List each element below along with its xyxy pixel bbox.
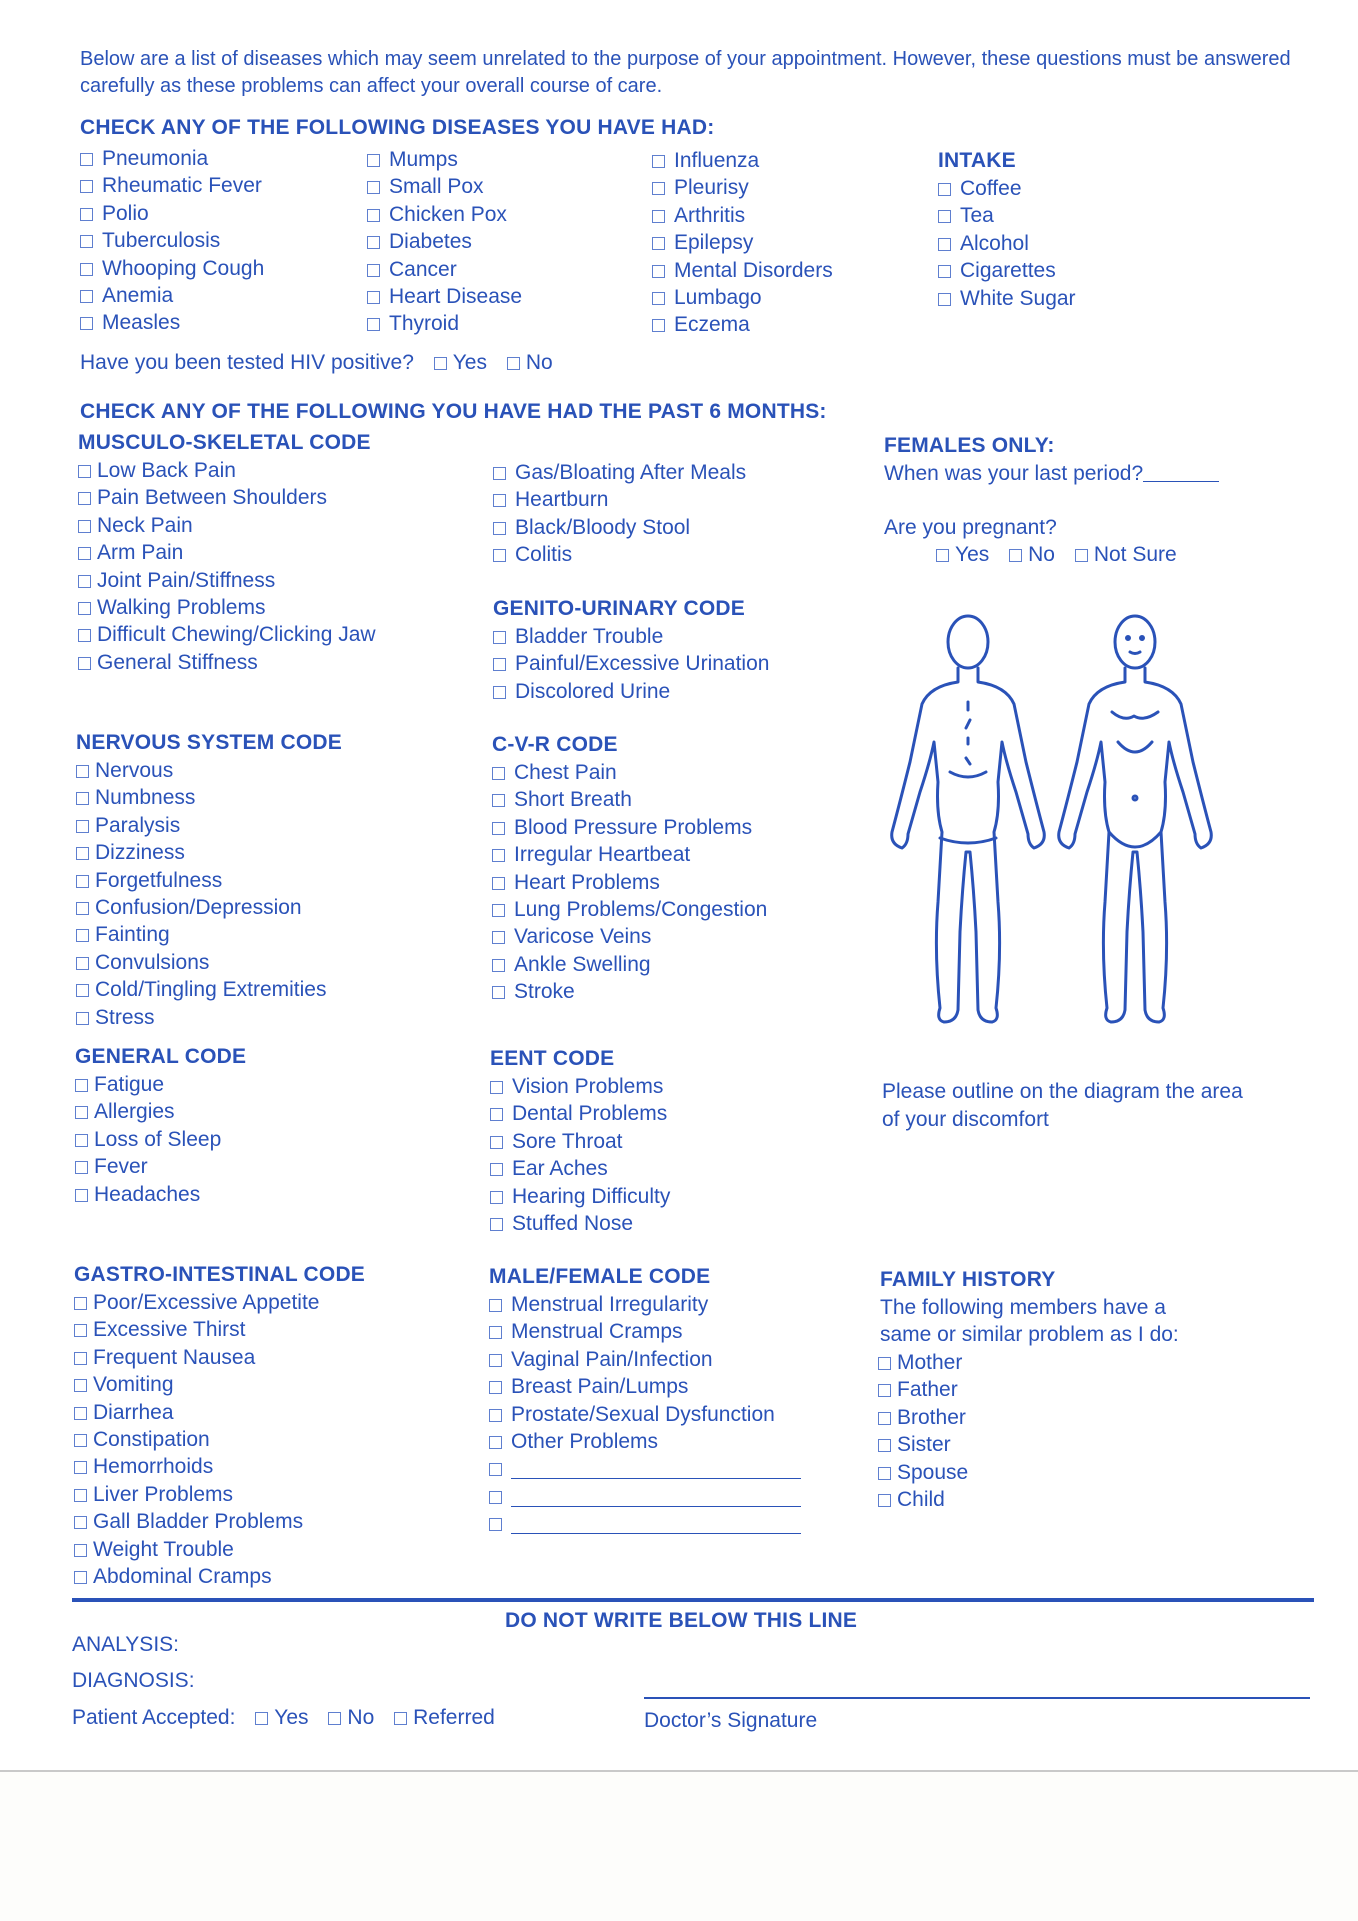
list-item[interactable]: Numbness [76, 784, 326, 811]
checkbox[interactable] [938, 210, 951, 223]
checkbox[interactable] [78, 547, 91, 560]
checkbox[interactable] [80, 263, 93, 276]
list-item[interactable]: White Sugar [938, 285, 1076, 312]
accepted-no-option[interactable]: No [328, 1706, 374, 1729]
checkbox[interactable] [74, 1434, 87, 1447]
list-item[interactable]: Stress [76, 1004, 326, 1031]
checkbox[interactable] [76, 929, 89, 942]
list-item[interactable]: Joint Pain/Stiffness [78, 567, 376, 594]
gastrointestinal-heading: GASTRO-INTESTINAL CODE [74, 1263, 366, 1286]
list-item[interactable]: Blood Pressure Problems [492, 814, 767, 841]
list-item[interactable]: General Stiffness [78, 649, 376, 676]
checkbox[interactable] [938, 265, 951, 278]
hiv-question-row: Have you been tested HIV positive? Yes No [80, 351, 553, 374]
checkbox[interactable] [490, 1218, 503, 1231]
list-item[interactable]: Cancer [367, 256, 522, 283]
checkbox[interactable] [434, 357, 447, 370]
checkbox[interactable] [78, 520, 91, 533]
diagram-instruction: Please outline on the diagram the area of your discomfort [882, 1080, 1243, 1131]
pregnant-question: Are you pregnant? [884, 516, 1057, 539]
diseases-col2 [367, 146, 522, 338]
divider-line [72, 1598, 1314, 1602]
list-item[interactable]: Whooping Cough [80, 255, 264, 282]
list-item[interactable]: Black/Bloody Stool [493, 514, 746, 541]
checkbox[interactable] [493, 631, 506, 644]
list-item[interactable]: Pain Between Shoulders [78, 484, 376, 511]
checkbox[interactable] [328, 1712, 341, 1725]
do-not-write-notice: DO NOT WRITE BELOW THIS LINE [505, 1609, 858, 1632]
list-item[interactable]: Ankle Swelling [492, 951, 767, 978]
checkbox[interactable] [74, 1379, 87, 1392]
checkbox[interactable] [75, 1161, 88, 1174]
patient-accepted-row: Patient Accepted: Yes No Referred [72, 1706, 495, 1729]
list-item[interactable]: Chest Pain [492, 759, 767, 786]
checkbox[interactable] [878, 1384, 891, 1397]
checkbox[interactable] [492, 986, 505, 999]
family-desc-line2: same or similar problem as I do: [880, 1323, 1179, 1346]
list-item[interactable]: Low Back Pain [78, 457, 376, 484]
checkbox[interactable] [76, 765, 89, 778]
checkbox[interactable] [367, 318, 380, 331]
other-problem-blank[interactable] [489, 1483, 801, 1510]
list-item[interactable]: Lumbago [652, 284, 833, 311]
checkbox[interactable] [75, 1189, 88, 1202]
list-item[interactable]: Rheumatic Fever [80, 172, 264, 199]
other-problem-input[interactable] [511, 1515, 801, 1534]
list-item[interactable]: Varicose Veins [492, 923, 767, 950]
diseases-heading: CHECK ANY OF THE FOLLOWING DISEASES YOU HAVE HAD: [80, 116, 715, 139]
list-item[interactable]: Stuffed Nose [490, 1210, 670, 1237]
checkbox[interactable] [936, 549, 949, 562]
list-item[interactable]: Breast Pain/Lumps [489, 1373, 801, 1400]
list-item[interactable]: Excessive Thirst [74, 1316, 319, 1343]
gastrointestinal-list [74, 1289, 319, 1590]
malefemale-list [489, 1291, 801, 1538]
accepted-yes-option[interactable]: Yes [255, 1706, 308, 1729]
list-item[interactable]: Neck Pain [78, 512, 376, 539]
checkbox[interactable] [493, 658, 506, 671]
checkbox[interactable] [78, 602, 91, 615]
list-item[interactable]: Menstrual Cramps [489, 1318, 801, 1345]
checkbox[interactable] [76, 957, 89, 970]
checkbox[interactable] [74, 1489, 87, 1502]
checkbox[interactable] [489, 1299, 502, 1312]
list-item[interactable]: Other Problems [489, 1428, 801, 1455]
list-item[interactable]: Alcohol [938, 230, 1076, 257]
list-item[interactable]: Heart Problems [492, 869, 767, 896]
list-item[interactable]: Brother [878, 1404, 968, 1431]
checkbox[interactable] [489, 1381, 502, 1394]
list-item[interactable]: Tuberculosis [80, 227, 264, 254]
checkbox[interactable] [394, 1712, 407, 1725]
checkbox[interactable] [490, 1136, 503, 1149]
checkbox[interactable] [492, 931, 505, 944]
list-item[interactable]: Thyroid [367, 310, 522, 337]
checkbox[interactable] [507, 357, 520, 370]
checkbox[interactable] [80, 180, 93, 193]
diseases-col1 [80, 145, 264, 337]
pregnant-options [936, 543, 1177, 567]
list-item[interactable]: Diabetes [367, 228, 522, 255]
list-item[interactable]: Vision Problems [490, 1073, 670, 1100]
list-item[interactable]: Headaches [75, 1181, 221, 1208]
checkbox[interactable] [652, 237, 665, 250]
checkbox[interactable] [652, 319, 665, 332]
checkbox[interactable] [367, 291, 380, 304]
period-question: When was your last period? [884, 462, 1219, 486]
diagnosis-label: DIAGNOSIS: [72, 1669, 195, 1692]
checkbox[interactable] [492, 767, 505, 780]
list-item[interactable]: Vaginal Pain/Infection [489, 1346, 801, 1373]
checkbox[interactable] [652, 155, 665, 168]
checkbox[interactable] [492, 822, 505, 835]
checkbox[interactable] [492, 794, 505, 807]
list-item[interactable]: Spouse [878, 1459, 968, 1486]
list-item[interactable]: Gas/Bloating After Meals [493, 459, 746, 486]
list-item[interactable]: Gall Bladder Problems [74, 1508, 319, 1535]
list-item[interactable]: Lung Problems/Congestion [492, 896, 767, 923]
list-item[interactable]: Liver Problems [74, 1481, 319, 1508]
musculo-heading: MUSCULO-SKELETAL CODE [78, 431, 371, 454]
checkbox[interactable] [74, 1297, 87, 1310]
hiv-yes-option[interactable]: Yes [434, 351, 487, 374]
checkbox[interactable] [490, 1163, 503, 1176]
list-item[interactable]: Cold/Tingling Extremities [76, 976, 326, 1003]
checkbox[interactable] [74, 1352, 87, 1365]
checkbox[interactable] [878, 1439, 891, 1452]
list-item[interactable]: Epilepsy [652, 229, 833, 256]
checkbox[interactable] [76, 792, 89, 805]
eent-heading: EENT CODE [490, 1047, 615, 1070]
checkbox[interactable] [76, 984, 89, 997]
checkbox[interactable] [652, 265, 665, 278]
checkbox[interactable] [76, 820, 89, 833]
checkbox[interactable] [489, 1354, 502, 1367]
list-item[interactable]: Prostate/Sexual Dysfunction [489, 1401, 801, 1428]
checkbox[interactable] [878, 1412, 891, 1425]
pregnant-yes-option[interactable]: Yes [936, 543, 989, 566]
list-item[interactable]: Hearing Difficulty [490, 1183, 670, 1210]
body-diagram[interactable] [880, 612, 1240, 1032]
list-item[interactable]: Fatigue [75, 1071, 221, 1098]
list-item[interactable]: Arthritis [652, 202, 833, 229]
list-item[interactable]: Stroke [492, 978, 767, 1005]
checkbox[interactable] [75, 1134, 88, 1147]
accepted-referred-option[interactable]: Referred [394, 1706, 495, 1729]
pregnant-no-option[interactable]: No [1009, 543, 1055, 566]
list-item[interactable]: Sister [878, 1431, 968, 1458]
list-item[interactable]: Weight Trouble [74, 1536, 319, 1563]
family-list [878, 1349, 968, 1513]
list-item[interactable]: Dental Problems [490, 1100, 670, 1127]
nervous-heading: NERVOUS SYSTEM CODE [76, 731, 342, 754]
list-item[interactable]: Bladder Trouble [493, 623, 769, 650]
list-item[interactable]: Fainting [76, 921, 326, 948]
list-item[interactable]: Irregular Heartbeat [492, 841, 767, 868]
checkbox[interactable] [74, 1516, 87, 1529]
list-item[interactable]: Forgetfulness [76, 867, 326, 894]
musculo-list [78, 457, 376, 676]
checkbox[interactable] [1075, 549, 1088, 562]
list-item[interactable]: Fever [75, 1153, 221, 1180]
checkbox[interactable] [76, 1012, 89, 1025]
checkbox[interactable] [78, 575, 91, 588]
checkbox[interactable] [74, 1461, 87, 1474]
list-item[interactable]: Tea [938, 202, 1076, 229]
front-figure [1059, 616, 1212, 1022]
checkbox[interactable] [493, 494, 506, 507]
checkbox[interactable] [938, 238, 951, 251]
checkbox[interactable] [652, 292, 665, 305]
other-problem-input[interactable] [511, 1460, 801, 1479]
checkbox[interactable] [489, 1436, 502, 1449]
checkbox[interactable] [878, 1467, 891, 1480]
checkbox[interactable] [367, 264, 380, 277]
period-input[interactable] [1143, 463, 1219, 482]
list-item[interactable]: Discolored Urine [493, 678, 769, 705]
checkbox[interactable] [492, 877, 505, 890]
checkbox[interactable] [78, 465, 91, 478]
intake-list [938, 175, 1076, 312]
nervous-list [76, 757, 326, 1031]
list-item[interactable]: Frequent Nausea [74, 1344, 319, 1371]
past6-heading: CHECK ANY OF THE FOLLOWING YOU HAVE HAD THE PAST 6 MONTHS: [80, 400, 827, 423]
list-item[interactable]: Father [878, 1376, 968, 1403]
checkbox[interactable] [74, 1571, 87, 1584]
list-item[interactable]: Abdominal Cramps [74, 1563, 319, 1590]
checkbox[interactable] [938, 293, 951, 306]
list-item[interactable]: Influenza [652, 147, 833, 174]
checkbox[interactable] [1009, 549, 1022, 562]
checkbox[interactable] [492, 959, 505, 972]
list-item[interactable]: Painful/Excessive Urination [493, 650, 769, 677]
checkbox[interactable] [490, 1081, 503, 1094]
list-item[interactable]: Colitis [493, 541, 746, 568]
checkbox[interactable] [493, 686, 506, 699]
list-item[interactable]: Poor/Excessive Appetite [74, 1289, 319, 1316]
list-item[interactable]: Measles [80, 309, 264, 336]
family-desc-line1: The following members have a [880, 1296, 1166, 1319]
checkbox[interactable] [74, 1407, 87, 1420]
general-heading: GENERAL CODE [75, 1045, 247, 1068]
hiv-no-option[interactable]: No [507, 351, 553, 374]
list-item[interactable]: Small Pox [367, 173, 522, 200]
list-item[interactable]: Sore Throat [490, 1128, 670, 1155]
list-item[interactable]: Arm Pain [78, 539, 376, 566]
checkbox[interactable] [367, 154, 380, 167]
list-item[interactable]: Anemia [80, 282, 264, 309]
list-item[interactable]: Coffee [938, 175, 1076, 202]
checkbox[interactable] [490, 1191, 503, 1204]
list-item[interactable]: Polio [80, 200, 264, 227]
list-item[interactable]: Mumps [367, 146, 522, 173]
checkbox[interactable] [80, 153, 93, 166]
list-item[interactable]: Short Breath [492, 786, 767, 813]
checkbox[interactable] [493, 549, 506, 562]
list-item[interactable]: Heartburn [493, 486, 746, 513]
genito-list [493, 623, 769, 705]
checkbox[interactable] [489, 1518, 502, 1531]
checkbox[interactable] [80, 208, 93, 221]
checkbox[interactable] [938, 183, 951, 196]
malefemale-heading: MALE/FEMALE CODE [489, 1265, 711, 1288]
checkbox[interactable] [80, 317, 93, 330]
list-item[interactable]: Paralysis [76, 812, 326, 839]
checkbox[interactable] [652, 182, 665, 195]
checkbox[interactable] [78, 657, 91, 670]
list-item[interactable]: Child [878, 1486, 968, 1513]
checkbox[interactable] [489, 1409, 502, 1422]
list-item[interactable]: Chicken Pox [367, 201, 522, 228]
intake-heading: INTAKE [938, 149, 1016, 172]
cvr-heading: C-V-R CODE [492, 733, 618, 756]
checkbox[interactable] [255, 1712, 268, 1725]
pregnant-not-sure-option[interactable]: Not Sure [1075, 543, 1177, 566]
checkbox[interactable] [492, 904, 505, 917]
list-item[interactable]: Pneumonia [80, 145, 264, 172]
list-item[interactable]: Loss of Sleep [75, 1126, 221, 1153]
checkbox[interactable] [74, 1324, 87, 1337]
checkbox[interactable] [878, 1494, 891, 1507]
checkbox[interactable] [80, 235, 93, 248]
checkbox[interactable] [490, 1108, 503, 1121]
checkbox[interactable] [78, 492, 91, 505]
checkbox[interactable] [78, 629, 91, 642]
checkbox[interactable] [367, 209, 380, 222]
back-figure [892, 616, 1045, 1022]
list-item[interactable]: Difficult Chewing/Clicking Jaw [78, 621, 376, 648]
list-item[interactable]: Menstrual Irregularity [489, 1291, 801, 1318]
checkbox[interactable] [76, 875, 89, 888]
list-item[interactable]: Hemorrhoids [74, 1453, 319, 1480]
cvr-list [492, 759, 767, 1006]
females-heading: FEMALES ONLY: [884, 434, 1055, 457]
checkbox[interactable] [75, 1079, 88, 1092]
genito-heading: GENITO-URINARY CODE [493, 597, 745, 620]
checkbox[interactable] [493, 522, 506, 535]
list-item[interactable]: Mental Disorders [652, 257, 833, 284]
list-item[interactable]: Confusion/Depression [76, 894, 326, 921]
other-problem-blank[interactable] [489, 1510, 801, 1537]
diseases-col3 [652, 147, 833, 339]
other-problem-blank[interactable] [489, 1455, 801, 1482]
list-item[interactable]: Convulsions [76, 949, 326, 976]
list-item[interactable]: Walking Problems [78, 594, 376, 621]
checkbox[interactable] [367, 181, 380, 194]
checkbox[interactable] [75, 1106, 88, 1119]
other-problem-input[interactable] [511, 1488, 801, 1507]
list-item[interactable]: Mother [878, 1349, 968, 1376]
checkbox[interactable] [878, 1357, 891, 1370]
analysis-label: ANALYSIS: [72, 1633, 179, 1656]
list-item[interactable]: Diarrhea [74, 1399, 319, 1426]
checkbox[interactable] [489, 1463, 502, 1476]
intro-text: Below are a list of diseases which may seem unrelated to the purpose of your appointment. However, these questions must be answered carefully as these problems can affect your overall course of care. [80, 48, 1291, 97]
list-item[interactable]: Dizziness [76, 839, 326, 866]
checkbox[interactable] [652, 210, 665, 223]
doctor-signature-label: Doctor’s Signature [644, 1709, 818, 1732]
checkbox[interactable] [80, 290, 93, 303]
family-heading: FAMILY HISTORY [880, 1268, 1056, 1291]
eent-list [490, 1073, 670, 1237]
checkbox[interactable] [76, 847, 89, 860]
checkbox[interactable] [367, 236, 380, 249]
checkbox[interactable] [493, 467, 506, 480]
list-item[interactable]: Pleurisy [652, 174, 833, 201]
checkbox[interactable] [489, 1326, 502, 1339]
checkbox[interactable] [74, 1544, 87, 1557]
checkbox[interactable] [76, 902, 89, 915]
list-item[interactable]: Heart Disease [367, 283, 522, 310]
digestive-list [493, 459, 746, 569]
list-item[interactable]: Cigarettes [938, 257, 1076, 284]
list-item[interactable]: Nervous [76, 757, 326, 784]
list-item[interactable]: Eczema [652, 311, 833, 338]
signature-line[interactable] [644, 1697, 1310, 1699]
list-item[interactable]: Vomiting [74, 1371, 319, 1398]
list-item[interactable]: Ear Aches [490, 1155, 670, 1182]
general-list [75, 1071, 221, 1208]
checkbox[interactable] [489, 1491, 502, 1504]
checkbox[interactable] [492, 849, 505, 862]
list-item[interactable]: Constipation [74, 1426, 319, 1453]
list-item[interactable]: Allergies [75, 1098, 221, 1125]
